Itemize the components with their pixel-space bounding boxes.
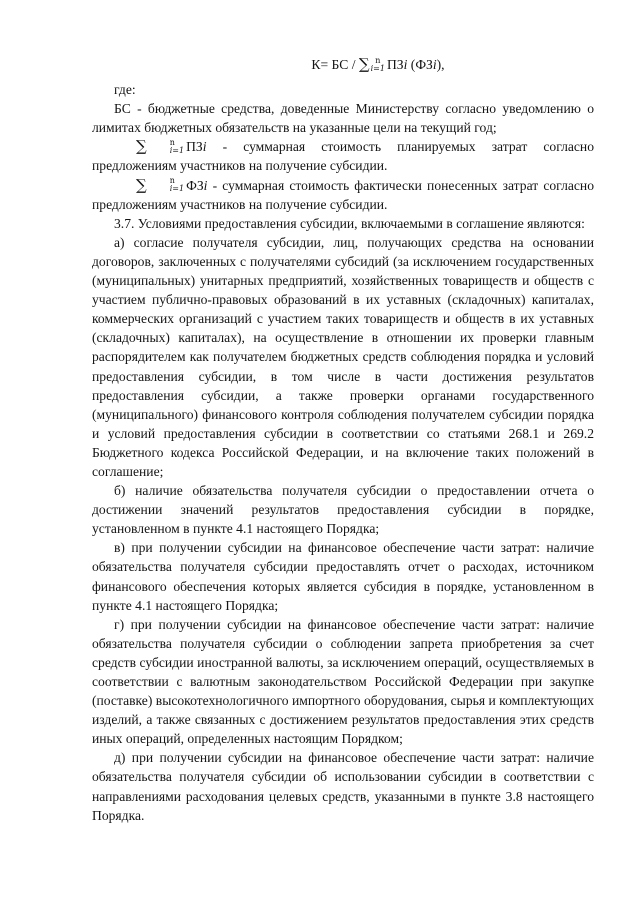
formula-index-2: i <box>432 57 437 72</box>
sum-lower: i=1 <box>169 184 185 194</box>
definition-term: ФЗ <box>186 177 204 193</box>
document-page <box>92 55 594 825</box>
list-item-v: в) при получении субсидии на финансовое обеспечение части затрат: наличие обязательства получателя субсидии предоставлять отчет о расходах, источником финансового обеспечения которых является субсидия в порядке, установленном в пункте 4.1 настоящего Порядка; <box>92 540 594 613</box>
sum-symbol: ∑ n i=1 <box>358 55 385 73</box>
sum-upper: n <box>169 137 175 147</box>
definition-text: - суммарная стоимость планируемых затрат согласно предложениям участников на получение субсидии. <box>92 139 594 174</box>
where-label: где: <box>114 82 136 98</box>
formula <box>92 55 594 74</box>
formula-term: ПЗ <box>386 57 404 72</box>
list-item-d: д) при получении субсидии на финансовое обеспечение части затрат: наличие обязательства получателя субсидии об использовании субсидии в соответствии с направлениями расходования целевых средств, указанными в пункте 3.8 настоящего Порядка. <box>92 750 594 823</box>
sum-lower: i=1 <box>169 145 185 155</box>
definition-actual-costs <box>92 176 594 214</box>
definition-index: i <box>203 177 208 193</box>
section-3-7-heading: 3.7. Условиями предоставления субсидии, включаемыми в соглашение являются: <box>114 215 585 231</box>
sum-upper: n <box>375 55 381 65</box>
formula-paren-close: ), <box>436 57 445 72</box>
formula-paren-open: (ФЗ <box>407 57 433 72</box>
sum-symbol: ∑ n i=1 <box>136 175 185 194</box>
list-item-b: б) наличие обязательства получателя субсидии о предоставлении отчета о достижении значений результатов предоставления субсидии в порядке, установленном в пункте 4.1 настоящего Порядка; <box>92 483 594 537</box>
definition-budget-funds: БС - бюджетные средства, доведенные Министерству согласно уведомлению о лимитах бюджетных обязательств на указанные цели на текущий год; <box>92 101 594 136</box>
formula-lhs: К= БС / <box>311 57 359 72</box>
list-item-g: г) при получении субсидии на финансовое обеспечение части затрат: наличие обязательства получателя субсидии о соблюдении запрета приобретения за счет средств субсидии иностранной валюты, за исключением операций, осуществляемых в соответствии с валютным законодательством Российской Федерации при закупке (поставке) высокотехнологичного импортного оборудования, сырья и комплектующих изделий, а также связанных с достижением результатов предоставления этих средств иных операций, определенных настоящим Порядком; <box>92 616 594 747</box>
definition-planned-costs <box>92 137 594 175</box>
sum-symbol: ∑ n i=1 <box>136 137 185 156</box>
definition-text: - суммарная стоимость фактически понесенных затрат согласно предложениям участников на получение субсидии. <box>92 177 594 212</box>
list-item-a: а) согласие получателя субсидии, лиц, получающих средства на основании договоров, заключенных с получателями субсидий (за исключением государственных (муниципальных) унитарных предприятий, хозяйственных товариществ и обществ с участием публично-правовых образований в их уставных (складочных) капиталах, коммерческих организаций с участием таких товариществ и обществ в их уставных (складочных) капиталах), на осуществление в отношении их проверки главным распорядителем как получателем бюджетных средств соблюдения порядка и условий предоставления субсидии, в том числе в части достижения результатов предоставления субсидии, а также проверки органами государственного (муниципального) финансового контроля соблюдения получателем субсидии порядка и условий предоставления субсидии в соответствии со статьями 268.1 и 269.2 Бюджетного кодекса Российской Федерации, и на включение таких положений в соглашение; <box>92 234 594 479</box>
definition-index: i <box>202 139 207 155</box>
sum-lower: i=1 <box>370 63 385 73</box>
definition-term: ПЗ <box>186 139 203 155</box>
formula-index: i <box>403 57 408 72</box>
sum-upper: n <box>169 176 175 186</box>
